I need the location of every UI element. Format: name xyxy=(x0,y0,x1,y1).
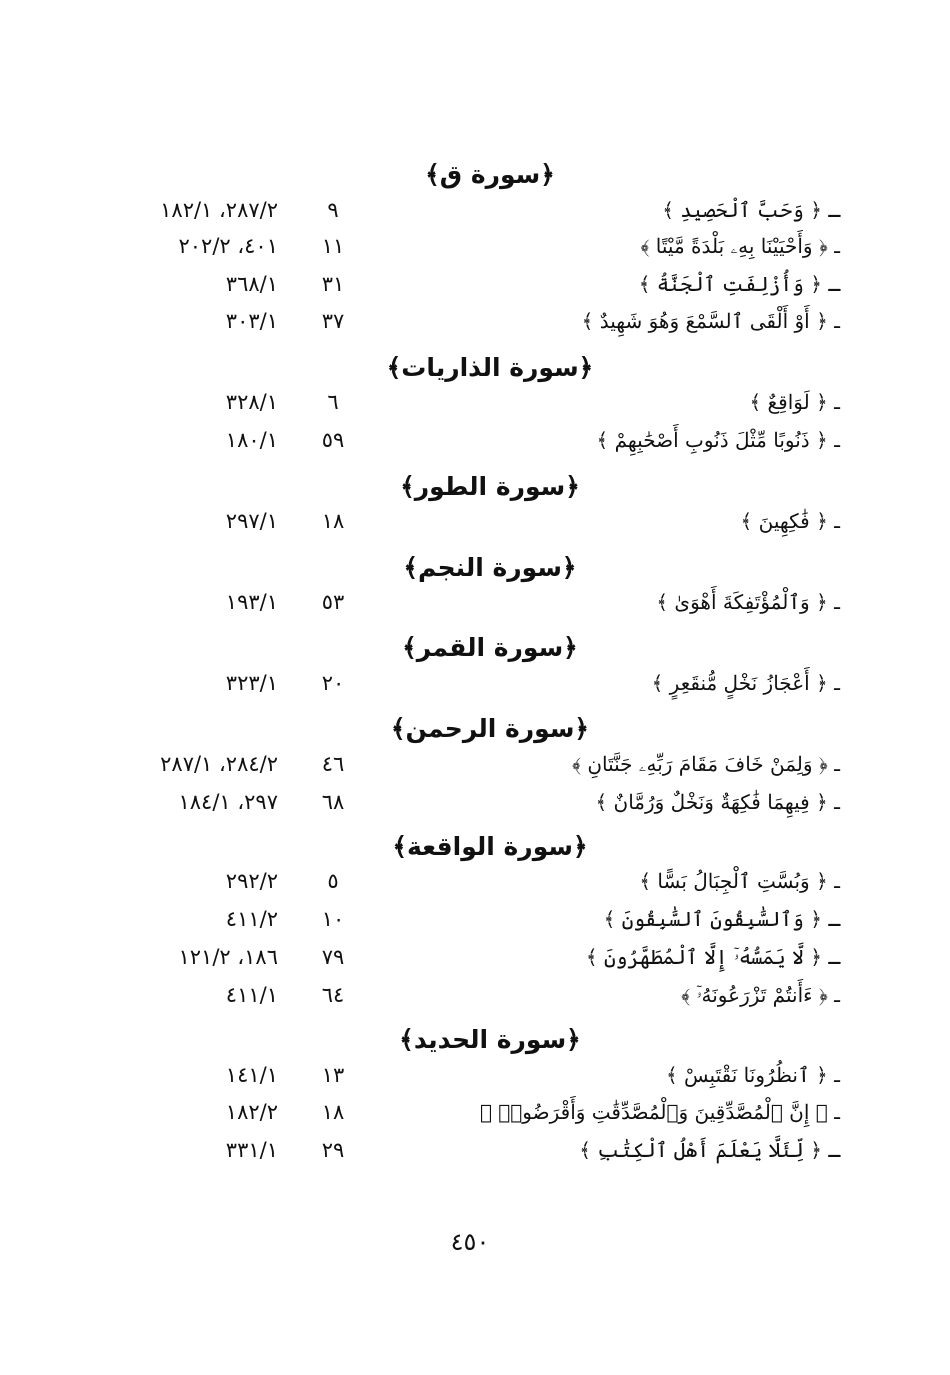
ayah-number: ١٨ xyxy=(321,509,345,533)
surah-heading: ﴿سورة الطور﴾ xyxy=(400,472,580,501)
volume-page-ref: ٤١١/٢ xyxy=(225,907,278,931)
volume-page-ref: ١٤١/١ xyxy=(225,1063,278,1087)
ayah-number: ٣٧ xyxy=(321,309,345,333)
index-entry xyxy=(0,666,950,700)
quran-phrase: ـ ﴿ وَحَبَّ ٱلْحَصِيدِ ﴾ xyxy=(662,198,840,222)
quran-phrase: ـ ﴿ أَعْجَازُ نَخْلٍ مُّنقَعِرٍ ﴾ xyxy=(651,671,840,695)
index-entry xyxy=(0,785,950,819)
quran-phrase: ـ ﴿ ٱنظُرُونَا نَقْتَبِسْ ﴾ xyxy=(665,1063,840,1087)
volume-page-ref: ٣٦٨/١ xyxy=(225,272,278,296)
index-entry xyxy=(0,1058,950,1092)
volume-page-ref: ١٨٦، ١٢١/٢ xyxy=(178,945,278,969)
surah-heading: ﴿سورة ق﴾ xyxy=(425,160,555,189)
volume-page-ref: ٢٨٧/٢، ١٨٢/١ xyxy=(160,198,278,222)
quran-phrase: ـ ﴿ إِنَّ ٱلْمُصَّدِّقِينَ وَٱلْمُصَّدِّقَٰتِ وَأَقْرَضُوا۟ ﴾ xyxy=(479,1100,840,1124)
volume-page-ref: ١٩٣/١ xyxy=(225,590,278,614)
volume-page-ref: ٣٣١/١ xyxy=(225,1138,278,1162)
quran-phrase: ـ ﴿ أَوْ أَلْقَى ٱلسَّمْعَ وَهُوَ شَهِيدٌ ﴾ xyxy=(581,309,840,333)
ayah-number: ٥ xyxy=(327,869,339,893)
quran-phrase: ـ ﴿ وَأَحْيَيْنَا بِهِۦ بَلْدَةً مَّيْتًا ﴾ xyxy=(640,234,840,258)
volume-page-ref: ٤١١/١ xyxy=(225,983,278,1007)
index-entry xyxy=(0,193,950,227)
ayah-number: ١٨ xyxy=(321,1100,345,1124)
surah-heading: ﴿سورة القمر﴾ xyxy=(402,633,578,662)
ayah-number: ٣١ xyxy=(321,272,345,296)
surah-heading: ﴿سورة الحديد﴾ xyxy=(399,1025,581,1054)
quran-phrase: ـ ﴿ وَلِمَنْ خَافَ مَقَامَ رَبِّهِۦ جَنَّتَانِ ﴾ xyxy=(572,752,840,776)
ayah-number: ٤٦ xyxy=(321,752,345,776)
volume-page-ref: ٢٩٢/٢ xyxy=(225,869,278,893)
volume-page-ref: ١٨٠/١ xyxy=(225,428,278,452)
index-entry xyxy=(0,423,950,457)
ayah-number: ٩ xyxy=(327,198,339,222)
quran-phrase: ـ ﴿ وَبُسَّتِ ٱلْجِبَالُ بَسًّا ﴾ xyxy=(639,869,840,893)
ayah-number: ٢٠ xyxy=(321,671,345,695)
volume-page-ref: ١٨٢/٢ xyxy=(225,1100,278,1124)
volume-page-ref: ٣٢٨/١ xyxy=(225,390,278,414)
volume-page-ref: ٢٩٧/١ xyxy=(225,509,278,533)
quran-phrase: ـ ﴿ وَٱلسَّٰبِقُونَ ٱلسَّٰبِقُونَ ﴾ xyxy=(603,907,840,931)
ayah-number: ٢٩ xyxy=(321,1138,345,1162)
index-entry xyxy=(0,1095,950,1129)
surah-heading: ﴿سورة الرحمن﴾ xyxy=(390,714,590,743)
volume-page-ref: ٤٠١، ٢٠٢/٢ xyxy=(178,234,278,258)
quran-phrase: ـ ﴿ ءَأَنتُمْ تَزْرَعُونَهُۥٓ ﴾ xyxy=(681,983,840,1007)
ayah-number: ٦ xyxy=(327,390,339,414)
index-entry xyxy=(0,385,950,419)
ayah-number: ١٣ xyxy=(321,1063,345,1087)
volume-page-ref: ٢٩٧، ١٨٤/١ xyxy=(178,790,278,814)
surah-heading: ﴿سورة الذاريات﴾ xyxy=(386,353,594,382)
volume-page-ref: ٣٢٣/١ xyxy=(225,671,278,695)
ayah-number: ١١ xyxy=(321,234,345,258)
index-entry xyxy=(0,864,950,898)
index-entry xyxy=(0,267,950,301)
quran-phrase: ـ ﴿ فَٰكِهِينَ ﴾ xyxy=(740,509,840,533)
index-entry xyxy=(0,585,950,619)
volume-page-ref: ٢٨٤/٢، ٢٨٧/١ xyxy=(160,752,278,776)
quran-phrase: ـ ﴿ لَوَاقِعٌ ﴾ xyxy=(749,390,840,414)
volume-page-ref: ٣٠٣/١ xyxy=(225,309,278,333)
index-entry xyxy=(0,1133,950,1167)
index-entry xyxy=(0,747,950,781)
quran-phrase: ـ ﴿ ذَنُوبًا مِّثْلَ ذَنُوبِ أَصْحَٰبِهِمْ ﴾ xyxy=(596,428,840,452)
index-entry xyxy=(0,229,950,263)
index-entry xyxy=(0,940,950,974)
quran-phrase: ـ ﴿ لِّئَلَّا يَعْلَمَ أَهْلُ ٱلْكِتَٰبِ ﴾ xyxy=(579,1138,840,1162)
quran-phrase: ـ ﴿ فِيهِمَا فَٰكِهَةٌ وَنَخْلٌ وَرُمَّانٌ ﴾ xyxy=(595,790,840,814)
surah-heading: ﴿سورة الواقعة﴾ xyxy=(392,832,588,861)
quran-phrase: ـ ﴿ وَٱلْمُؤْتَفِكَةَ أَهْوَىٰ ﴾ xyxy=(656,590,840,614)
index-entry xyxy=(0,304,950,338)
index-entry xyxy=(0,902,950,936)
quran-phrase: ـ ﴿ لَّا يَمَسُّهُۥٓ إِلَّا ٱلْمُطَهَّرُونَ ﴾ xyxy=(585,945,840,969)
quran-phrase: ـ ﴿ وَأُزْلِفَتِ ٱلْجَنَّةُ ﴾ xyxy=(638,272,840,296)
ayah-number: ٥٣ xyxy=(321,590,345,614)
index-entry xyxy=(0,504,950,538)
ayah-number: ٦٤ xyxy=(321,983,345,1007)
ayah-number: ١٠ xyxy=(321,907,345,931)
ayah-number: ٥٩ xyxy=(321,428,345,452)
surah-heading: ﴿سورة النجم﴾ xyxy=(403,553,577,582)
ayah-number: ٦٨ xyxy=(321,790,345,814)
page-number: ٤٥٠ xyxy=(450,1228,490,1256)
ayah-number: ٧٩ xyxy=(321,945,345,969)
index-entry xyxy=(0,978,950,1012)
